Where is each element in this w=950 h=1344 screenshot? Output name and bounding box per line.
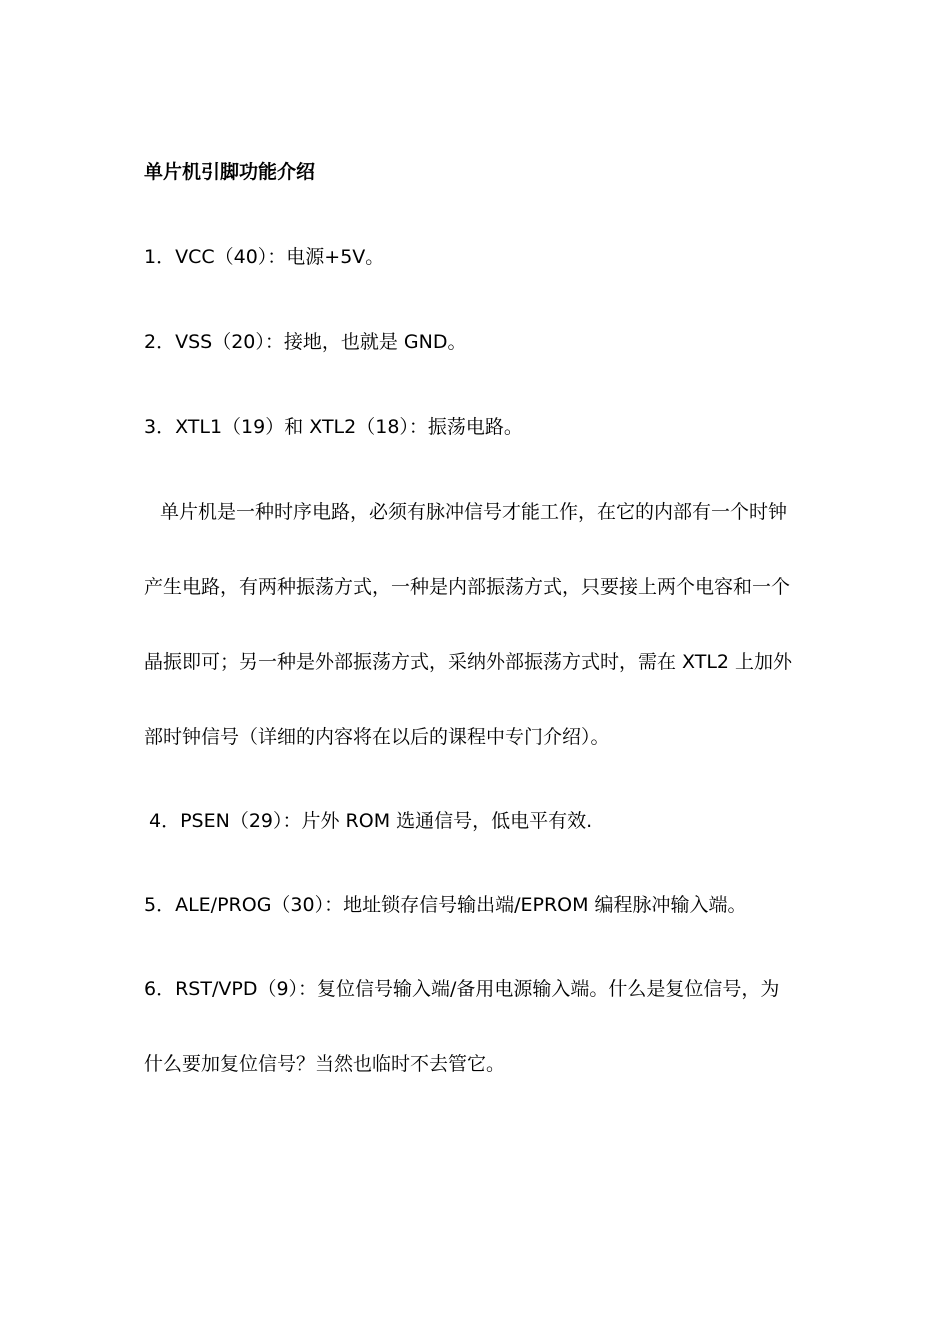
paragraph-line-2: 产生电路，有两种振荡方式，一种是内部振荡方式，只要接上两个电容和一个: [144, 576, 791, 598]
paragraph-line-1: 单片机是一种时序电路，必须有脉冲信号才能工作，在它的内部有一个时钟: [160, 501, 788, 523]
pin-item-xtl: 3．XTL1（19）和 XTL2（18）：振荡电路。: [144, 416, 523, 438]
pin-item-rst-line-2: 什么要加复位信号？当然也临时不去管它。: [144, 1053, 506, 1075]
pin-item-psen: 4．PSEN（29）：片外 ROM 选通信号，低电平有效.: [149, 810, 593, 832]
pin-item-ale: 5．ALE/PROG（30）：地址锁存信号输出端/EPROM 编程脉冲输入端。: [144, 894, 747, 916]
pin-item-vcc: 1．VCC（40）：电源+5V。: [144, 246, 385, 268]
pin-item-vss: 2．VSS（20）：接地，也就是 GND。: [144, 331, 467, 353]
pin-item-rst-line-1: 6．RST/VPD（9）：复位信号输入端/备用电源输入端。什么是复位信号，为: [144, 978, 780, 1000]
paragraph-line-4: 部时钟信号（详细的内容将在以后的课程中专门介绍）。: [144, 726, 610, 748]
paragraph-line-3: 晶振即可；另一种是外部振荡方式，采纳外部振荡方式时，需在 XTL2 上加外: [144, 651, 793, 673]
document-title: 单片机引脚功能介绍: [144, 161, 316, 183]
